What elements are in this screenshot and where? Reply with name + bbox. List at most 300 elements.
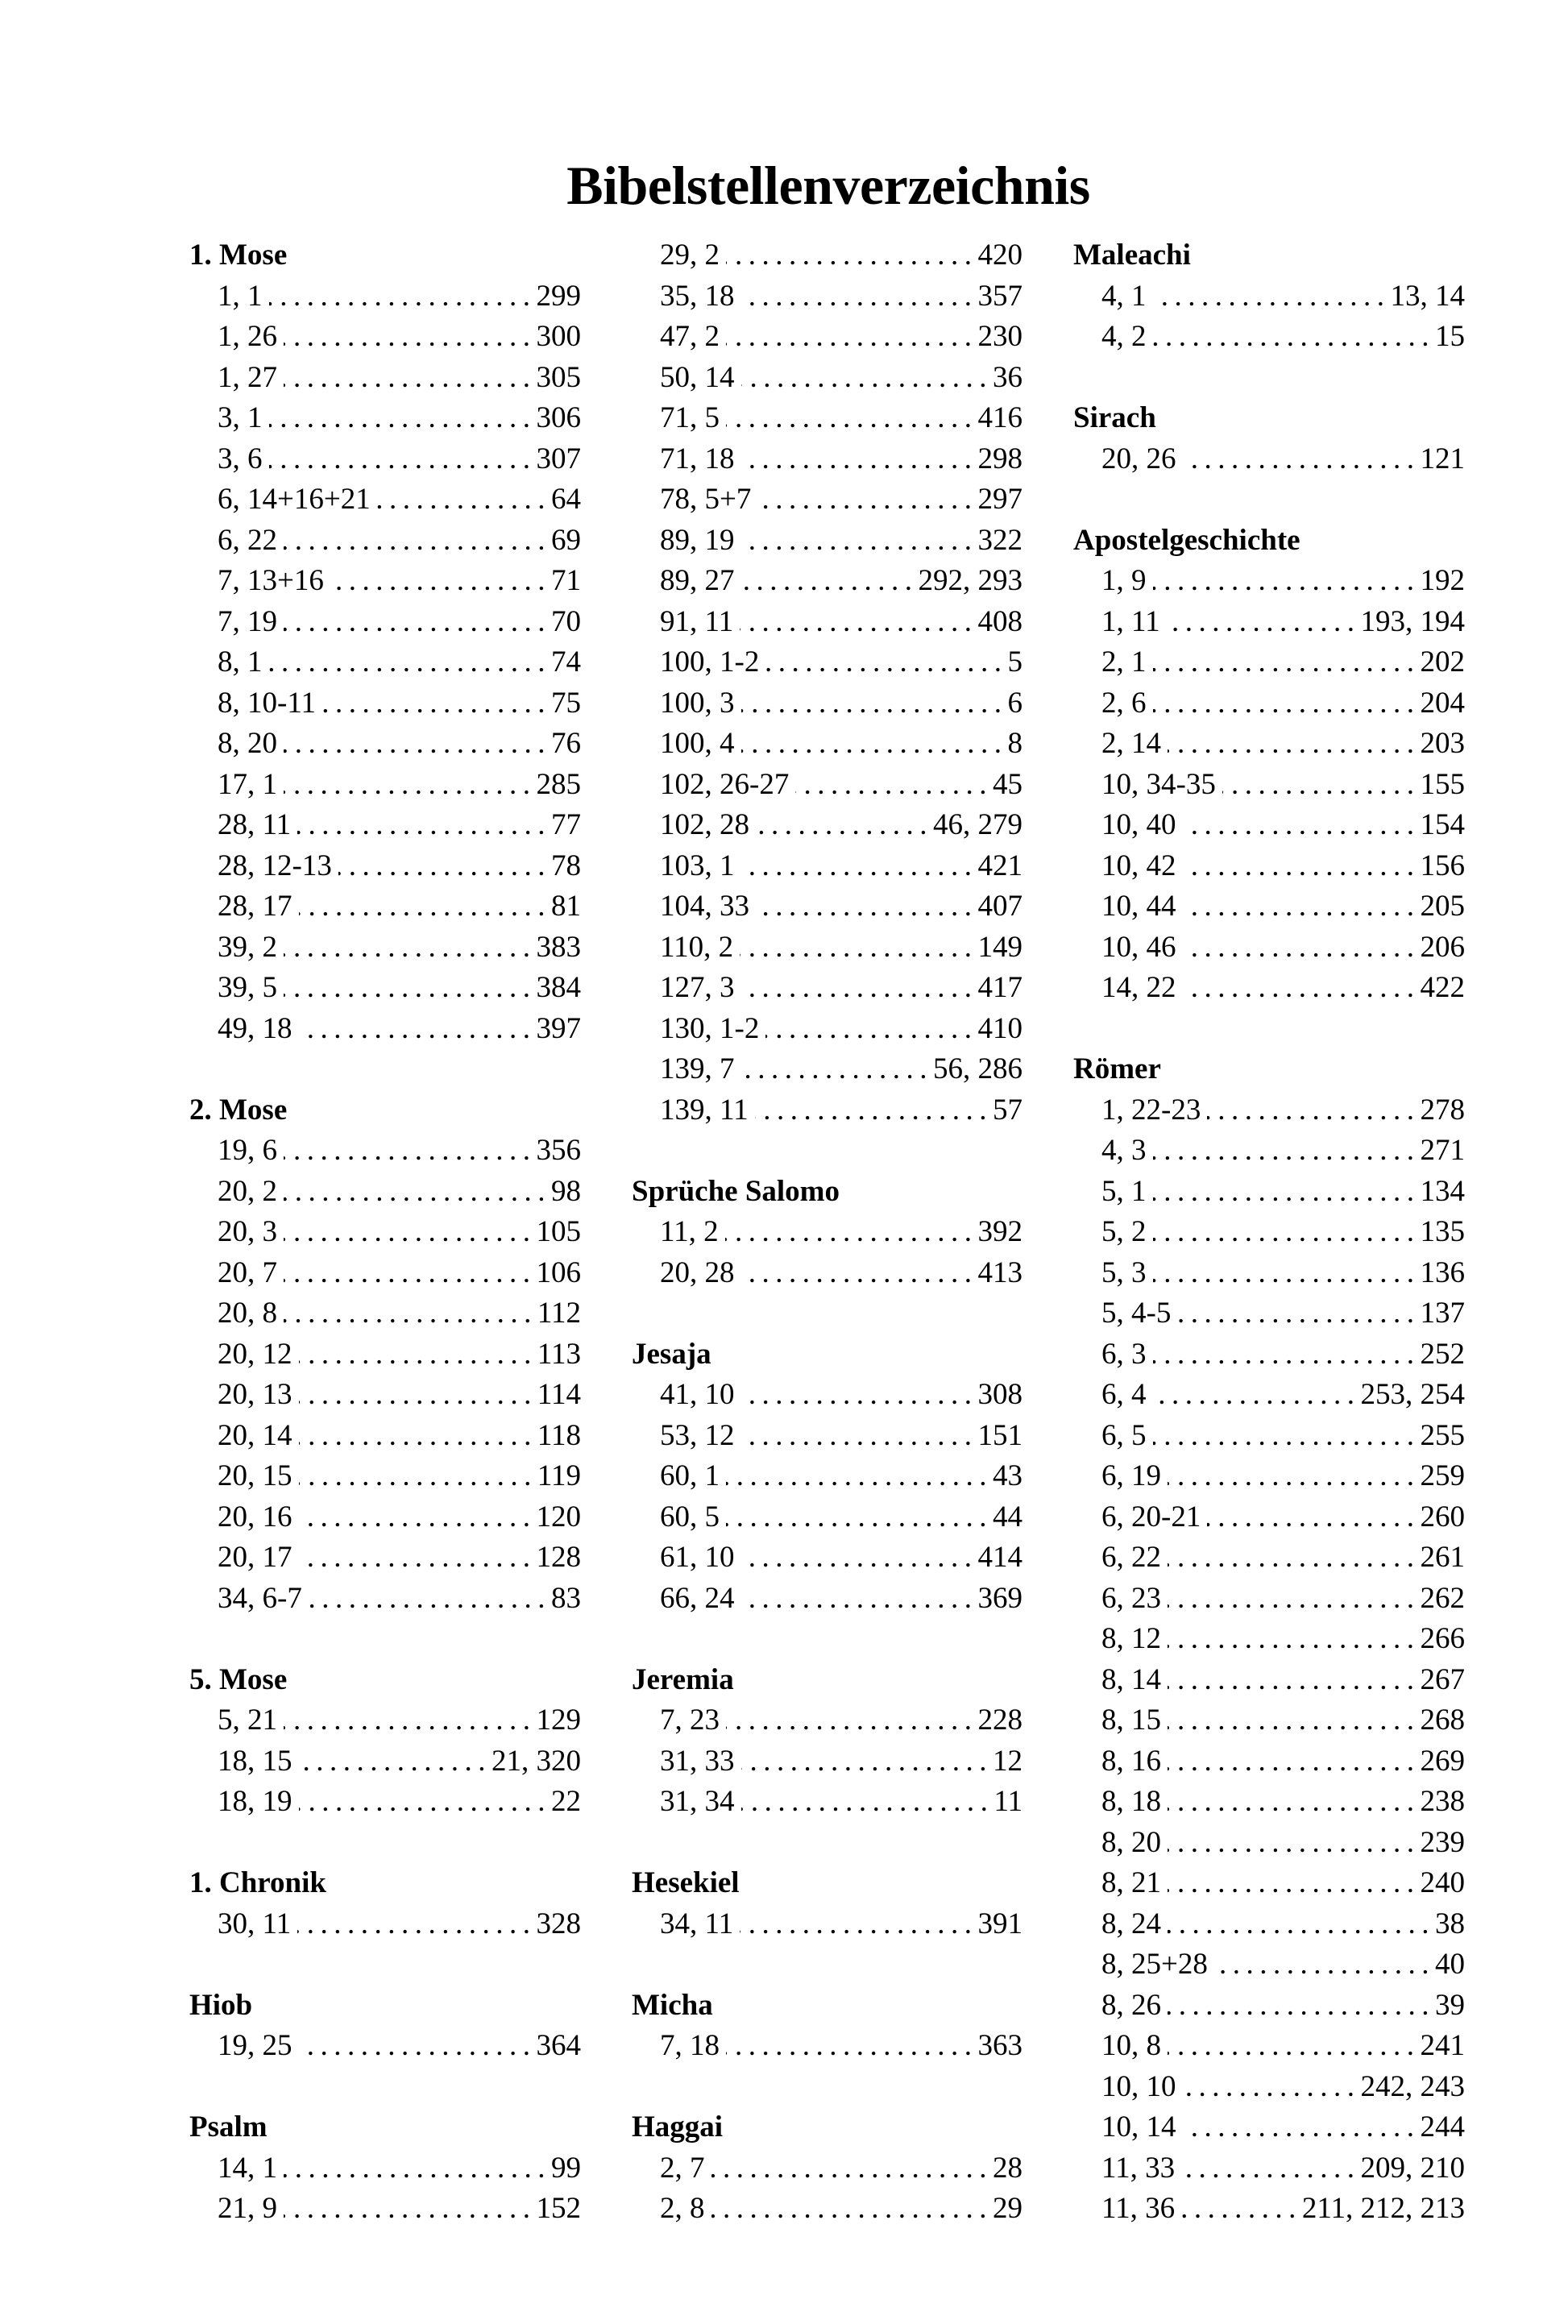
- verse-reference: 30, 11: [218, 1907, 292, 1940]
- dot-leader: [1183, 928, 1421, 969]
- book-heading: 1. Mose: [189, 239, 288, 272]
- verse-reference: 35, 18: [660, 279, 735, 313]
- book-group: [1073, 1049, 1465, 2230]
- verse-reference: 34, 11: [660, 1907, 734, 1940]
- page-numbers: 306: [536, 401, 581, 434]
- page-numbers: 98: [551, 1174, 581, 1208]
- verse-reference: 10, 46: [1101, 930, 1176, 964]
- page-numbers: 74: [551, 645, 581, 679]
- verse-reference: 28, 11: [218, 808, 292, 841]
- index-entry: [632, 1090, 1023, 1131]
- dot-leader: [1153, 1375, 1361, 1416]
- index-entry: [189, 1375, 581, 1416]
- page-numbers: 40: [1435, 1948, 1465, 1981]
- dot-leader: [284, 602, 551, 643]
- dot-leader: [1153, 1253, 1421, 1294]
- index-entry: [632, 1049, 1023, 1090]
- page-numbers: 416: [977, 401, 1023, 434]
- dot-leader: [756, 805, 933, 846]
- page-numbers: 99: [551, 2151, 581, 2185]
- page-numbers: 106: [536, 1255, 581, 1289]
- index-entry: [1073, 561, 1465, 602]
- dot-leader: [284, 358, 537, 399]
- index-entry: [632, 439, 1023, 480]
- verse-reference: 20, 12: [218, 1337, 292, 1371]
- book-group: [632, 235, 1023, 1131]
- index-entry: [189, 2026, 581, 2067]
- page-numbers: 211, 212, 213: [1301, 2192, 1465, 2225]
- verse-reference: 89, 19: [660, 523, 735, 557]
- verse-reference: 10, 40: [1101, 808, 1176, 841]
- index-entry: [632, 317, 1023, 358]
- verse-reference: 10, 34-35: [1101, 767, 1216, 801]
- verse-reference: 31, 33: [660, 1744, 735, 1778]
- page-numbers: 43: [993, 1459, 1023, 1492]
- page-numbers: 298: [977, 442, 1023, 475]
- dot-leader: [309, 1579, 551, 1620]
- index-entry: [632, 2189, 1023, 2230]
- page-numbers: 112: [537, 1297, 581, 1330]
- dot-leader: [1168, 1823, 1421, 1864]
- book-group: [632, 1172, 1023, 1294]
- index-entry: [632, 1700, 1023, 1741]
- verse-reference: 100, 3: [660, 686, 735, 720]
- page-numbers: 76: [551, 727, 581, 760]
- index-entry: [632, 1416, 1023, 1457]
- verse-reference: 100, 1-2: [660, 645, 760, 679]
- book-group: [632, 1986, 1023, 2067]
- dot-leader: [726, 1497, 993, 1538]
- dot-leader: [1168, 1619, 1421, 1660]
- index-entry: [189, 724, 581, 765]
- index-entry: [632, 2026, 1023, 2067]
- verse-reference: 11, 2: [660, 1215, 719, 1248]
- verse-reference: 139, 11: [660, 1093, 749, 1127]
- index-entry: [632, 276, 1023, 317]
- page-numbers: 322: [977, 523, 1023, 557]
- dot-leader: [269, 276, 537, 317]
- verse-reference: 7, 23: [660, 1704, 720, 1737]
- dot-leader: [740, 1904, 977, 1945]
- page-numbers: 121: [1420, 442, 1465, 475]
- index-entry: [632, 1009, 1023, 1050]
- page-numbers: 240: [1420, 1866, 1465, 1899]
- dot-leader: [1168, 1904, 1435, 1945]
- verse-reference: 2, 8: [660, 2192, 705, 2225]
- page-numbers: 29: [993, 2192, 1023, 2225]
- dot-leader: [299, 1741, 492, 1782]
- book-group: [189, 235, 581, 1049]
- page-numbers: 364: [536, 2029, 581, 2062]
- dot-leader: [741, 276, 978, 317]
- index-entry: [1073, 2148, 1465, 2189]
- dot-leader: [1153, 1212, 1421, 1253]
- book-heading: 2. Mose: [189, 1093, 288, 1127]
- page-numbers: 81: [551, 890, 581, 923]
- page-numbers: 202: [1420, 645, 1465, 679]
- index-entry: [1073, 1741, 1465, 1782]
- page-numbers: 300: [536, 320, 581, 353]
- book-heading: 5. Mose: [189, 1662, 288, 1696]
- page-numbers: 267: [1420, 1662, 1465, 1696]
- dot-leader: [1167, 602, 1361, 643]
- index-entry: [189, 2148, 581, 2189]
- index-entry: [632, 968, 1023, 1009]
- index-entry: [189, 1293, 581, 1334]
- dot-leader: [299, 1416, 537, 1457]
- dot-leader: [757, 479, 977, 521]
- dot-leader: [1183, 805, 1421, 846]
- index-entry: [189, 439, 581, 480]
- index-entry: [632, 765, 1023, 806]
- page-numbers: 421: [977, 849, 1023, 882]
- page-numbers: 118: [537, 1418, 581, 1452]
- index-entry: [1073, 1293, 1465, 1334]
- page-numbers: 363: [977, 2029, 1023, 2062]
- verse-reference: 71, 5: [660, 401, 720, 434]
- dot-leader: [741, 683, 1008, 724]
- page-numbers: 78: [551, 849, 581, 882]
- dot-leader: [1168, 1538, 1421, 1579]
- book-heading: Jeremia: [632, 1662, 734, 1696]
- dot-leader: [741, 968, 978, 1009]
- dot-leader: [755, 1090, 993, 1131]
- dot-leader: [1168, 1700, 1421, 1741]
- dot-leader: [1168, 1782, 1421, 1823]
- page-numbers: 261: [1420, 1541, 1465, 1574]
- index-entry: [1073, 1497, 1465, 1538]
- verse-reference: 10, 44: [1101, 890, 1176, 923]
- dot-leader: [1153, 561, 1421, 602]
- index-entry: [189, 1741, 581, 1782]
- page-numbers: 414: [977, 1541, 1023, 1574]
- dot-leader: [741, 561, 919, 602]
- index-entry: [1073, 968, 1465, 1009]
- dot-leader: [1153, 1334, 1421, 1376]
- page-numbers: 268: [1420, 1704, 1465, 1737]
- verse-reference: 20, 2: [218, 1174, 277, 1208]
- page-numbers: 71: [551, 564, 581, 597]
- verse-reference: 49, 18: [218, 1011, 292, 1045]
- page-numbers: 119: [537, 1459, 581, 1492]
- page-numbers: 266: [1420, 1622, 1465, 1655]
- verse-reference: 7, 13+16: [218, 564, 324, 597]
- dot-leader: [741, 1049, 934, 1090]
- verse-reference: 20, 28: [660, 1255, 735, 1289]
- verse-reference: 91, 11: [660, 604, 734, 638]
- book-heading: Jesaja: [632, 1337, 711, 1371]
- index-entry: [189, 846, 581, 887]
- verse-reference: 34, 6-7: [218, 1581, 302, 1615]
- book-heading: Sirach: [1073, 401, 1156, 434]
- verse-reference: 19, 6: [218, 1134, 277, 1167]
- index-entry: [632, 1579, 1023, 1620]
- book-group: [189, 2107, 581, 2230]
- verse-reference: 1, 1: [218, 279, 263, 313]
- page-numbers: 38: [1435, 1907, 1465, 1940]
- index-entry: [189, 1538, 581, 1579]
- page-numbers: 262: [1420, 1581, 1465, 1615]
- page-numbers: 22: [551, 1785, 581, 1818]
- page-numbers: 392: [977, 1215, 1023, 1248]
- index-entry: [1073, 276, 1465, 317]
- index-entry: [189, 276, 581, 317]
- page-numbers: 135: [1420, 1215, 1465, 1248]
- page-numbers: 420: [977, 239, 1023, 272]
- index-entry: [1073, 1782, 1465, 1823]
- index-entry: [189, 1579, 581, 1620]
- page-numbers: 149: [977, 930, 1023, 964]
- index-entry: [632, 642, 1023, 683]
- index-entry: [1073, 1579, 1465, 1620]
- verse-reference: 2, 14: [1101, 727, 1161, 760]
- index-entry: [1073, 602, 1465, 643]
- verse-reference: 7, 19: [218, 604, 277, 638]
- index-entry: [1073, 642, 1465, 683]
- dot-leader: [725, 1212, 978, 1253]
- index-entry: [632, 235, 1023, 276]
- index-entry: [1073, 683, 1465, 724]
- verse-reference: 100, 4: [660, 727, 735, 760]
- page-numbers: 356: [536, 1134, 581, 1167]
- dot-leader: [726, 1456, 993, 1497]
- book-group: [189, 1986, 581, 2067]
- index-entry: [189, 602, 581, 643]
- book-group: [189, 1090, 581, 1620]
- page-numbers: 204: [1420, 686, 1465, 720]
- dot-leader: [740, 928, 977, 969]
- page-numbers: 45: [993, 767, 1023, 801]
- verse-reference: 18, 19: [218, 1785, 292, 1818]
- page-numbers: 77: [551, 808, 581, 841]
- verse-reference: 6, 23: [1101, 1581, 1161, 1615]
- dot-leader: [1168, 1579, 1421, 1620]
- index-column-2: [632, 235, 1023, 2230]
- index-entry: [1073, 1660, 1465, 1701]
- page-numbers: 391: [977, 1907, 1023, 1940]
- verse-reference: 17, 1: [218, 767, 277, 801]
- dot-leader: [1168, 1863, 1421, 1904]
- index-entry: [1073, 1212, 1465, 1253]
- dot-leader: [726, 317, 978, 358]
- index-entry: [1073, 886, 1465, 928]
- verse-reference: 39, 5: [218, 971, 277, 1004]
- verse-reference: 6, 20-21: [1101, 1500, 1201, 1533]
- index-entry: [1073, 439, 1465, 480]
- dot-leader: [740, 602, 977, 643]
- index-entry: [1073, 846, 1465, 887]
- index-entry: [189, 805, 581, 846]
- dot-leader: [1181, 2189, 1302, 2230]
- page-numbers: 244: [1420, 2110, 1465, 2143]
- verse-reference: 3, 1: [218, 401, 263, 434]
- dot-leader: [297, 805, 551, 846]
- dot-leader: [1153, 1416, 1421, 1457]
- index-entry: [1073, 2067, 1465, 2108]
- index-entry: [189, 1456, 581, 1497]
- book-heading: Sprüche Salomo: [632, 1174, 840, 1208]
- dot-leader: [299, 1782, 552, 1823]
- page-numbers: 271: [1420, 1134, 1465, 1167]
- index-entry: [189, 765, 581, 806]
- index-column-1: [189, 235, 581, 2230]
- verse-reference: 2, 6: [1101, 686, 1147, 720]
- dot-leader: [741, 1375, 978, 1416]
- index-entry: [189, 1131, 581, 1172]
- page-numbers: 369: [977, 1581, 1023, 1615]
- index-entry: [189, 1334, 581, 1376]
- dot-leader: [377, 479, 551, 521]
- page-numbers: 292, 293: [918, 564, 1023, 597]
- page-numbers: 417: [977, 971, 1023, 1004]
- page-numbers: 308: [977, 1378, 1023, 1411]
- verse-reference: 11, 33: [1101, 2151, 1176, 2185]
- index-entry: [1073, 1863, 1465, 1904]
- dot-leader: [284, 1172, 551, 1213]
- dot-leader: [1207, 1090, 1420, 1131]
- dot-leader: [711, 2148, 993, 2189]
- page-numbers: 253, 254: [1360, 1378, 1465, 1411]
- dot-leader: [765, 1009, 977, 1050]
- page-numbers: 410: [977, 1011, 1023, 1045]
- page-numbers: 278: [1420, 1093, 1465, 1127]
- index-entry: [632, 1212, 1023, 1253]
- verse-reference: 89, 27: [660, 564, 735, 597]
- index-entry: [632, 886, 1023, 928]
- page-numbers: 155: [1420, 767, 1465, 801]
- verse-reference: 130, 1-2: [660, 1011, 760, 1045]
- verse-reference: 8, 25+28: [1101, 1948, 1208, 1981]
- page-numbers: 154: [1420, 808, 1465, 841]
- page-numbers: 8: [1007, 727, 1023, 760]
- index-entry: [189, 1782, 581, 1823]
- index-entry: [1073, 1538, 1465, 1579]
- dot-leader: [299, 2026, 537, 2067]
- book-heading: Haggai: [632, 2110, 724, 2143]
- verse-reference: 21, 9: [218, 2192, 277, 2225]
- verse-reference: 8, 21: [1101, 1866, 1161, 1899]
- dot-leader: [299, 1009, 537, 1050]
- dot-leader: [284, 2148, 551, 2189]
- book-group: [1073, 398, 1465, 479]
- index-entry: [189, 1253, 581, 1294]
- index-entry: [189, 1497, 581, 1538]
- index-entry: [632, 1456, 1023, 1497]
- dot-leader: [1168, 1660, 1421, 1701]
- dot-leader: [284, 317, 537, 358]
- dot-leader: [284, 2189, 537, 2230]
- dot-leader: [299, 886, 552, 928]
- page-numbers: 407: [977, 890, 1023, 923]
- index-entry: [632, 683, 1023, 724]
- index-entry: [189, 928, 581, 969]
- dot-leader: [1153, 642, 1421, 683]
- book-group: [1073, 235, 1465, 358]
- book-heading: Micha: [632, 1988, 713, 2022]
- index-entry: [1073, 317, 1465, 358]
- dot-leader: [284, 1212, 537, 1253]
- index-entry: [189, 683, 581, 724]
- book-heading: Römer: [1073, 1052, 1161, 1085]
- index-entry: [189, 398, 581, 439]
- verse-reference: 8, 24: [1101, 1907, 1161, 1940]
- index-entry: [1073, 1619, 1465, 1660]
- index-entry: [632, 1741, 1023, 1782]
- page-numbers: 252: [1420, 1337, 1465, 1371]
- book-heading: Psalm: [189, 2110, 268, 2143]
- index-entry: [1073, 1253, 1465, 1294]
- page-numbers: 413: [977, 1255, 1023, 1289]
- index-entry: [189, 2189, 581, 2230]
- index-entry: [632, 1497, 1023, 1538]
- index-entry: [632, 1782, 1023, 1823]
- verse-reference: 8, 10-11: [218, 686, 316, 720]
- dot-leader: [726, 1700, 978, 1741]
- verse-reference: 20, 7: [218, 1255, 277, 1289]
- dot-leader: [1183, 2107, 1421, 2148]
- index-entry: [632, 2148, 1023, 2189]
- book-group: [189, 1863, 581, 1944]
- verse-reference: 6, 19: [1101, 1459, 1161, 1492]
- book-heading: Apostelgeschichte: [1073, 523, 1300, 557]
- page-numbers: 28: [993, 2151, 1023, 2185]
- page-numbers: 230: [977, 320, 1023, 353]
- verse-reference: 8, 12: [1101, 1622, 1161, 1655]
- dot-leader: [269, 398, 537, 439]
- verse-reference: 8, 18: [1101, 1785, 1161, 1818]
- verse-reference: 5, 21: [218, 1704, 277, 1737]
- page-numbers: 206: [1420, 930, 1465, 964]
- page-numbers: 205: [1420, 890, 1465, 923]
- book-group: [632, 1334, 1023, 1620]
- page-numbers: 128: [536, 1541, 581, 1574]
- dot-leader: [741, 1253, 978, 1294]
- index-entry: [1073, 2107, 1465, 2148]
- index-entry: [1073, 1334, 1465, 1376]
- book-heading: Hiob: [189, 1988, 253, 2022]
- index-entry: [632, 1904, 1023, 1945]
- page-numbers: 13, 14: [1390, 279, 1465, 313]
- page-numbers: 46, 279: [933, 808, 1023, 841]
- verse-reference: 41, 10: [660, 1378, 735, 1411]
- book-group: [632, 1863, 1023, 1944]
- verse-reference: 8, 16: [1101, 1744, 1161, 1778]
- page-numbers: 36: [993, 360, 1023, 394]
- verse-reference: 14, 22: [1101, 971, 1176, 1004]
- verse-reference: 5, 2: [1101, 1215, 1147, 1248]
- verse-reference: 1, 22-23: [1101, 1093, 1201, 1127]
- dot-leader: [1214, 1944, 1435, 1986]
- verse-reference: 4, 1: [1101, 279, 1147, 313]
- page-numbers: 305: [536, 360, 581, 394]
- dot-leader: [756, 886, 978, 928]
- verse-reference: 39, 2: [218, 930, 277, 964]
- index-entry: [632, 398, 1023, 439]
- page-numbers: 69: [551, 523, 581, 557]
- index-entry: [1073, 805, 1465, 846]
- verse-reference: 29, 2: [660, 239, 720, 272]
- verse-reference: 10, 14: [1101, 2110, 1176, 2143]
- dot-leader: [299, 1375, 537, 1416]
- index-entry: [189, 1009, 581, 1050]
- verse-reference: 8, 15: [1101, 1704, 1161, 1737]
- dot-leader: [1168, 724, 1421, 765]
- page-numbers: 156: [1420, 849, 1465, 882]
- verse-reference: 53, 12: [660, 1418, 735, 1452]
- page-numbers: 228: [977, 1704, 1023, 1737]
- dot-leader: [726, 235, 978, 276]
- dot-leader: [1168, 1456, 1421, 1497]
